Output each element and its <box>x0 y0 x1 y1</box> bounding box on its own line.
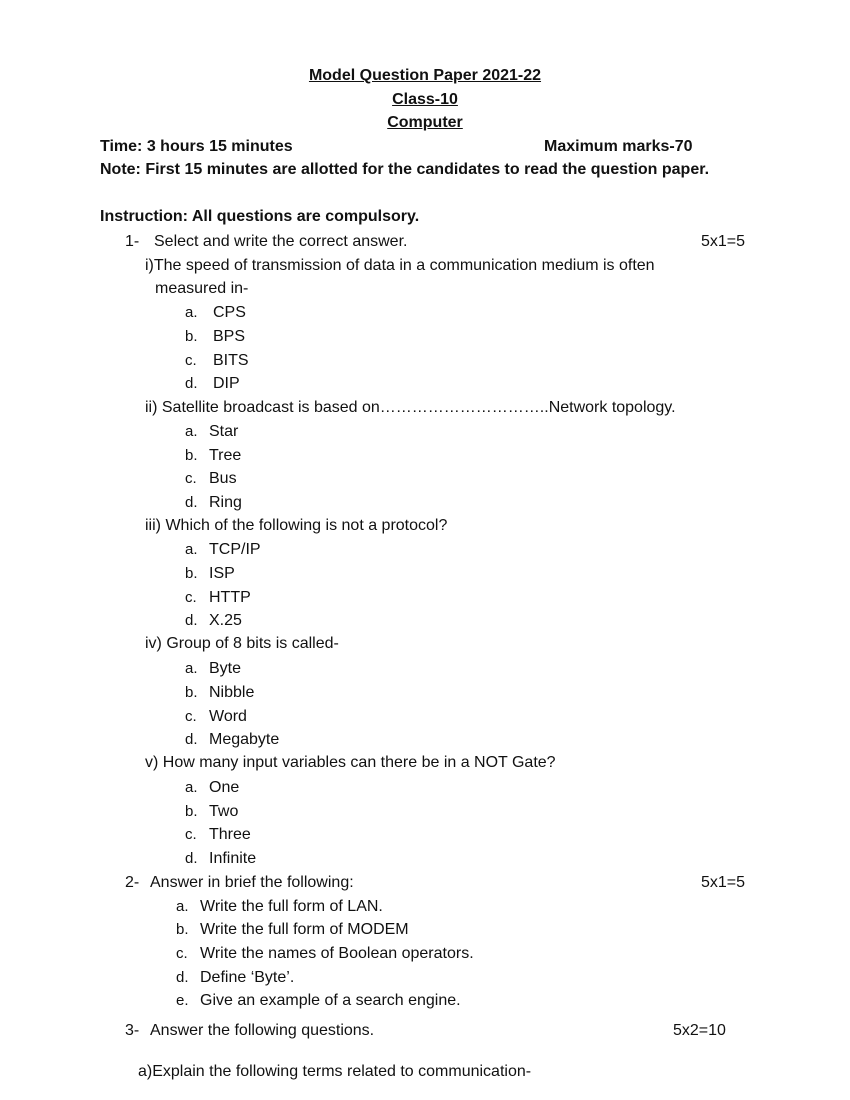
option-letter: b. <box>185 328 198 345</box>
option-text: TCP/IP <box>209 541 261 558</box>
q1-marks: 5x1=5 <box>701 233 746 250</box>
q2-item-letter: e. <box>176 992 189 1009</box>
subject-label: Computer <box>387 114 463 131</box>
q2-number: 2- <box>125 874 140 891</box>
q3-sub-a: a)Explain the following terms related to communication- <box>138 1063 532 1080</box>
class-label: Class-10 <box>392 91 458 108</box>
q1-part-iv-question: iv) Group of 8 bits is called- <box>145 635 339 652</box>
q3-text: Answer the following questions. <box>150 1022 375 1039</box>
option-text: Infinite <box>209 850 257 867</box>
option-text: Two <box>209 803 239 820</box>
max-marks-label: Maximum marks-70 <box>544 138 693 155</box>
option-text: DIP <box>213 375 240 392</box>
time-label: Time: 3 hours 15 minutes <box>100 138 293 155</box>
q1-part-i-question: i)The speed of transmission of data in a communication medium is often <box>145 257 655 274</box>
q2-text: Answer in brief the following: <box>150 874 354 891</box>
q1-number: 1- <box>125 233 140 250</box>
instruction-text: Instruction: All questions are compulsory. <box>100 208 420 225</box>
q2-item-letter: a. <box>176 898 189 915</box>
q1-part-i-question-cont: measured in- <box>155 280 249 297</box>
option-text: Ring <box>209 494 242 511</box>
option-text: Star <box>209 423 239 440</box>
option-text: BITS <box>213 352 249 369</box>
option-letter: d. <box>185 494 198 511</box>
option-letter: d. <box>185 612 198 629</box>
option-letter: c. <box>185 589 197 606</box>
option-text: Three <box>209 826 251 843</box>
option-text: Tree <box>209 447 242 464</box>
option-text: Nibble <box>209 684 255 701</box>
option-letter: d. <box>185 850 198 867</box>
note-text: Note: First 15 minutes are allotted for the candidates to read the question paper. <box>100 161 710 178</box>
option-letter: d. <box>185 731 198 748</box>
q3-marks: 5x2=10 <box>673 1022 726 1039</box>
option-letter: a. <box>185 660 198 677</box>
q2-item-text: Give an example of a search engine. <box>200 992 461 1009</box>
q2-marks: 5x1=5 <box>701 874 746 891</box>
option-letter: b. <box>185 684 198 701</box>
option-letter: d. <box>185 375 198 392</box>
q1-part-ii-question: ii) Satellite broadcast is based on…………………………..Network topology. <box>145 399 676 416</box>
option-letter: a. <box>185 423 198 440</box>
option-text: ISP <box>209 565 235 582</box>
q3-number: 3- <box>125 1022 140 1039</box>
q2-item-letter: c. <box>176 945 188 962</box>
option-text: CPS <box>213 304 246 321</box>
option-text: BPS <box>213 328 246 345</box>
q2-item-text: Write the full form of LAN. <box>200 898 383 915</box>
option-letter: b. <box>185 565 198 582</box>
option-text: X.25 <box>209 612 242 629</box>
paper-title: Model Question Paper 2021-22 <box>308 67 542 84</box>
q1-text: Select and write the correct answer. <box>154 233 408 250</box>
q2-item-text: Define ‘Byte’. <box>200 969 295 986</box>
option-text: Megabyte <box>209 731 280 748</box>
q2-item-text: Write the names of Boolean operators. <box>200 945 474 962</box>
option-text: Word <box>209 708 247 725</box>
option-letter: c. <box>185 352 197 369</box>
option-letter: c. <box>185 708 197 725</box>
option-letter: c. <box>185 470 197 487</box>
option-letter: a. <box>185 779 198 796</box>
option-text: HTTP <box>209 589 251 606</box>
q2-item-letter: d. <box>176 969 189 986</box>
option-text: Bus <box>209 470 237 487</box>
q2-item-text: Write the full form of MODEM <box>200 921 409 938</box>
q1-part-v-question: v) How many input variables can there be in a NOT Gate? <box>145 754 556 771</box>
option-letter: a. <box>185 541 198 558</box>
option-letter: b. <box>185 803 198 820</box>
option-letter: a. <box>185 304 198 321</box>
option-letter: c. <box>185 826 197 843</box>
option-text: Byte <box>209 660 242 677</box>
option-text: One <box>209 779 240 796</box>
option-letter: b. <box>185 447 198 464</box>
q2-item-letter: b. <box>176 921 189 938</box>
q1-part-iii-question: iii) Which of the following is not a protocol? <box>145 517 448 534</box>
